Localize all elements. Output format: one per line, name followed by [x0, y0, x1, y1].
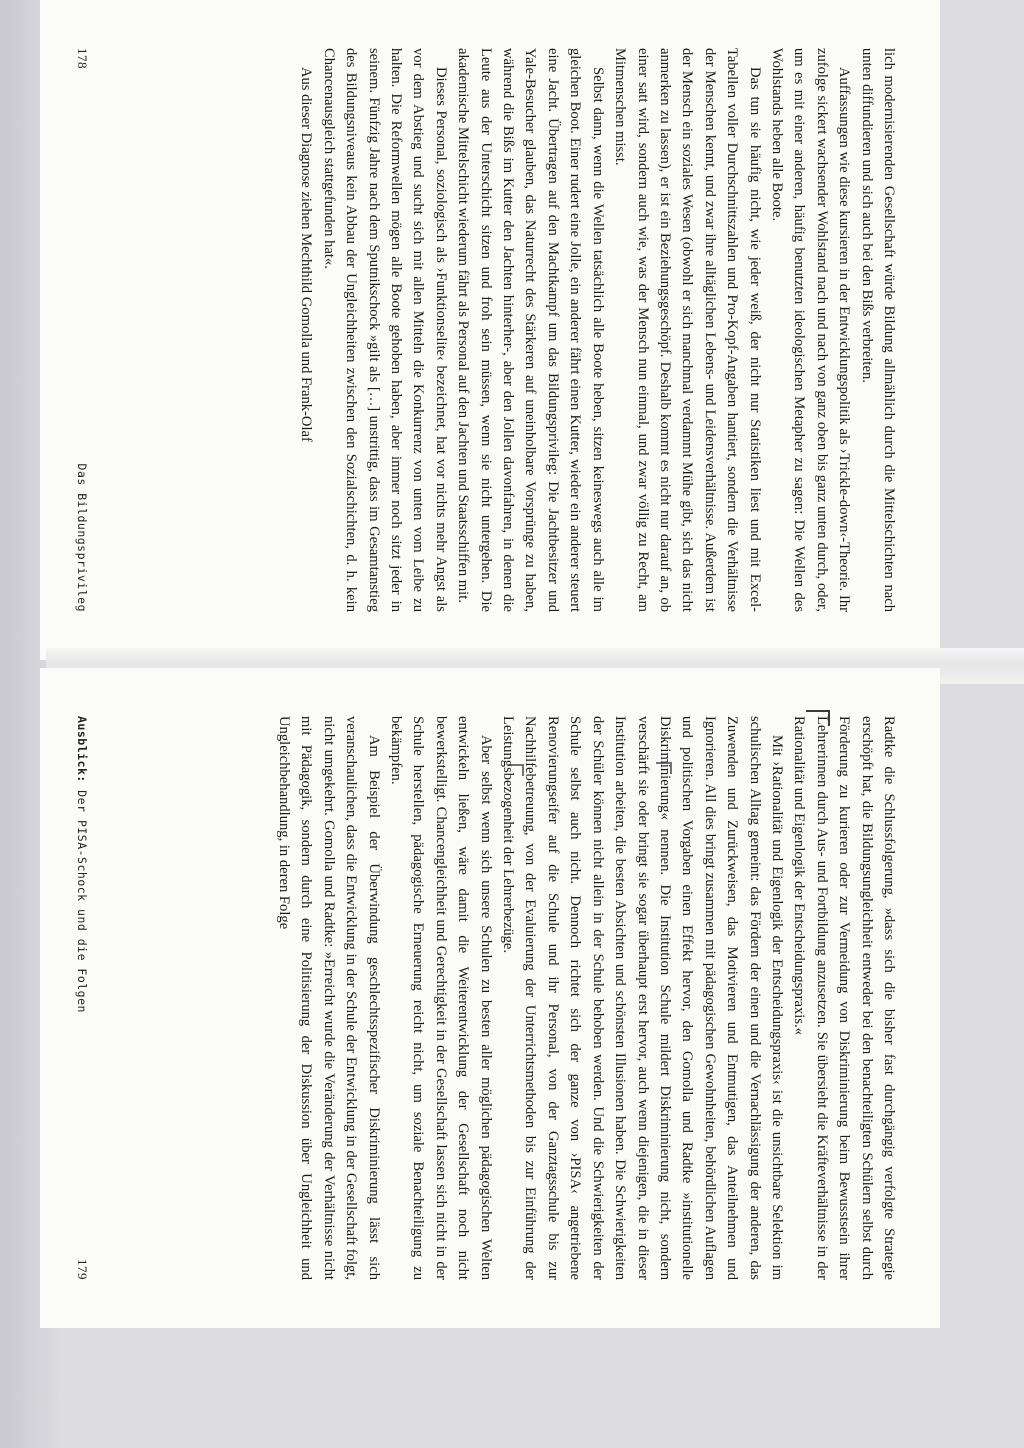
paragraph: Auffassungen wie diese kursieren in der Entwicklungspolitik als ›Trickle-down‹-Theorie. Ihr zufolge sickert wachsender Wohlstand nach und nach von ganz oben bis ganz unten durch, oder, um es mit einer anderen, häufig benutzten ideologischen Metapher zu sagen: Die Wellen des Wohlstands heben alle Boote. [768, 48, 853, 612]
paragraph: Dieses Personal, soziologisch als ›Funktionselite‹ bezeichnet, hat vor nichts mehr Angst als vor dem Abstieg und sucht sich mit allen Mitteln die Konkurrenz von unten vom Leibe zu halten. Die Reformwellen mögen alle Boote gehoben haben, aber immer noch sitzt jeder in seinem. Fünfzig Jahre nach dem Sputnikschock »gilt als […] unstrittig, dass im Gesamtanstieg des Bildungsniveaus kein Abbau der Ungleichheiten zwischen den Sozialschichten, d. h. kein Chancenausgleich stattgefunden hat«. [320, 48, 449, 612]
running-head [75, 716, 89, 1013]
pencil-tick-mark [508, 764, 524, 776]
page-number: 179 [75, 1259, 90, 1280]
paragraph: Mit ›Rationalität und Eigenlogik der Entscheidungspraxis‹ ist die unsichtbare Selektion im schulischen Alltag gemeint: das Fördern der einen und die Vernachlässigung der anderen, das Zuwenden und Zurückweisen, das Motivieren und Entmutigen, das Anteilnehmen und Ignorieren. All dies bringt zusammen mit pädagogischen Gewohnheiten, behördlichen Auflagen und politischen Vorgaben einen Effekt hervor, den Gomolla und Radtke »institutionelle Diskriminierung« nennen. Die Institution Schule mildert Diskriminierung nicht, sondern verschärft sie oder bringt sie sogar überhaupt erst hervor, auch wenn diejenigen, die in dieser Institution arbeiten, die besten Absichten und schönsten Illusionen haben. Die Schwierigkeiten der Schüler können nicht allein in der Schule behoben werden. Und die Schwierigkeiten der Schule selbst auch nicht. Dennoch richtet sich der ganze von ›PISA‹ angetriebene Renovierungseifer auf die Schule und ihr Personal, von der Ganztagsschule bis zur Nachhilfebetreuung, von der Evaluierung der Unterrichtsmethoden bis zur Einführung der Leistungsbezogenheit der Lehrerbezüge. [500, 716, 785, 1280]
paragraph: Aus dieser Diagnose ziehen Mechthild Gomolla und Frank-Olaf [298, 66, 315, 442]
right-page-body [273, 716, 900, 1280]
right-page-footer [74, 716, 90, 1280]
paragraph: Am Beispiel der Überwindung geschlechtsspezifischer Diskriminierung lässt sich veranschaulichen, dass die Entwicklung in der Schule der Entwicklung in der Gesellschaft folgt, nicht umgekehrt. Gomolla und Radtke: »Erreicht wurde die Veränderung der Verhältnisse nicht mit Pädagogik, sondern durch eine Politisierung der Diskussion über Ungleichheit und Ungleichbehandlung, in deren Folge [276, 716, 382, 1280]
paragraph: lich modernisierenden Gesellschaft würde Bildung allmählich durch die Mittelschichten nach unten diffundieren und sich auch bei den Bißs verbreiten. [858, 48, 897, 612]
paragraph: Selbst dann, wenn die Wellen tatsächlich alle Boote heben, sitzen keineswegs auch alle im gleichen Boot. Einer rudert eine Jolle, ein anderer fährt einen Kutter, wieder ein anderer steuert eine Jacht. Übertragen auf den Machtkampf um das Bildungsprivileg: Die Jachtbesitzer und Yale-Besucher glauben, das Naturrecht des Stärkeren auf uneinholbare Vorsprünge zu haben, während die Bißs im Kutter den Jachten hinterher-, aber den Jollen davonfahren, in denen die Leute aus der Unterschicht sitzen und froh sein müssen, wenn sie nicht untergehen. Die akademische Mittelschicht wiederum fährt als Personal auf den Jachten und Staatsschiffen mit. [455, 48, 606, 612]
left-page-body [295, 48, 900, 612]
left-page [40, 0, 940, 660]
running-head: Das Bildungsprivileg [75, 463, 89, 612]
pencil-tick-mark [656, 762, 672, 774]
running-head-bold: Ausblick: [75, 716, 89, 783]
paragraph: Radtke die Schlussfolgerung, »dass sich die bisher fast durchgängig verfolgte Strategie erschöpft hat, die Bildungsungleichheit entweder bei den benachteiligten Schülern selbst durch Förderung zu kurieren oder zur Vermeidung von Diskriminierung beim Bewusstsein ihrer Lehrerinnen durch Aus- und Fortbildung anzusetzen. Sie übersieht die Kräfteverhältnisse in der Rationalität und Eigenlogik der Entscheidungspraxis.« [791, 716, 897, 1280]
page-number: 178 [75, 48, 90, 69]
running-head-title: Der PISA-Schock und die Folgen [75, 790, 89, 1013]
pencil-bracket-mark [806, 710, 830, 726]
paragraph: Das tun sie häufig nicht, wie jeder weiß, der nicht nur Statistiken liest und mit Excel-Tabellen voller Durchschnittszahlen und Pro-Kopf-Angaben hantiert, sondern die Verhältnisse der Menschen kennt, und zwar ihre alltäglichen Lebens- und Leidensverhältnisse. Außerdem ist der Mensch ein soziales Wesen (obwohl er sich manchmal verdammt Mühe gibt, sich das nicht anmerken zu lassen), er ist ein Beziehungsgeschöpf. Deshalb kommt es nicht nur darauf an, ob einer satt wird, sondern auch wie, was der Mensch nun einmal, und zwar völlig zu Recht, am Mitmenschen misst. [612, 48, 763, 612]
paragraph: Aber selbst wenn sich unsere Schulen zu besten aller möglichen pädagogischen Welten entwickeln ließen, wäre damit die Weiterentwicklung der Gesellschaft noch nicht bewerkstelligt. Chancengleichheit und Gerechtigkeit in der Gesellschaft lassen sich nicht in der Schule herstellen, pädagogische Erneuerung reicht nicht, um soziale Benachteiligung zu bekämpfen. [388, 716, 494, 1280]
left-page-footer [74, 48, 90, 612]
right-page [40, 668, 940, 1328]
